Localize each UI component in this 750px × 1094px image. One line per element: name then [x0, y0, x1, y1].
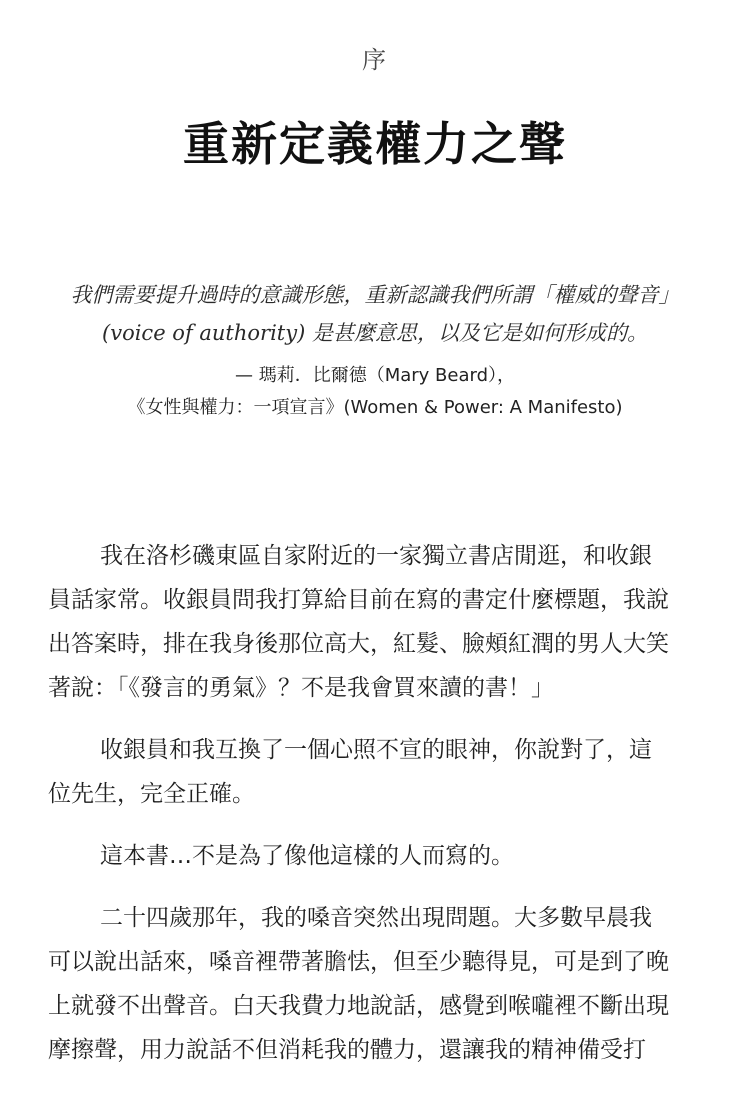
epigraph-quote	[0, 276, 750, 352]
text-line: 摩擦聲，用力說話不但消耗我的體力，還讓我的精神備受打	[48, 1037, 646, 1063]
text-line: 我在洛杉磯東區自家附近的一家獨立書店閒逛，和收銀	[100, 543, 652, 569]
epigraph-line: 我們需要提升過時的意識形態，重新認識我們所謂「權威的聲音」	[70, 283, 680, 307]
paragraph	[48, 728, 704, 816]
epigraph-attribution	[0, 360, 750, 424]
text-line: 這本書…不是為了像他這樣的人而寫的。	[100, 843, 514, 869]
text-line: 出答案時，排在我身後那位高大，紅髮、臉頰紅潤的男人大笑	[48, 631, 669, 657]
text-line: 員話家常。收銀員問我打算給目前在寫的書定什麼標題，我說	[48, 587, 669, 613]
text-line: 二十四歲那年，我的嗓音突然出現問題。大多數早晨我	[100, 905, 652, 931]
section-label: 序	[362, 46, 388, 74]
attribution-source: 《女性與權力：一項宣言》(Women & Power: A Manifesto)	[127, 397, 623, 418]
text-line: 位先生，完全正確。	[48, 781, 255, 807]
text-line: 著說：「《發言的勇氣》？不是我會買來讀的書！」	[48, 675, 554, 701]
chapter-title: 重新定義權力之聲	[183, 117, 567, 171]
attribution-author: — 瑪莉．比爾德（Mary Beard），	[234, 365, 516, 386]
paragraph	[48, 534, 704, 710]
body-text	[48, 534, 704, 1090]
paragraph	[48, 834, 704, 878]
text-line: 收銀員和我互換了一個心照不宣的眼神，你說對了，這	[100, 737, 652, 763]
text-line: 可以說出話來，嗓音裡帶著膽怯，但至少聽得見，可是到了晚	[48, 949, 669, 975]
epigraph-line: (voice of authority) 是甚麼意思，以及它是如何形成的。	[102, 321, 648, 345]
paragraph	[48, 896, 704, 1072]
text-line: 上就發不出聲音。白天我費力地說話，感覺到喉嚨裡不斷出現	[48, 993, 669, 1019]
